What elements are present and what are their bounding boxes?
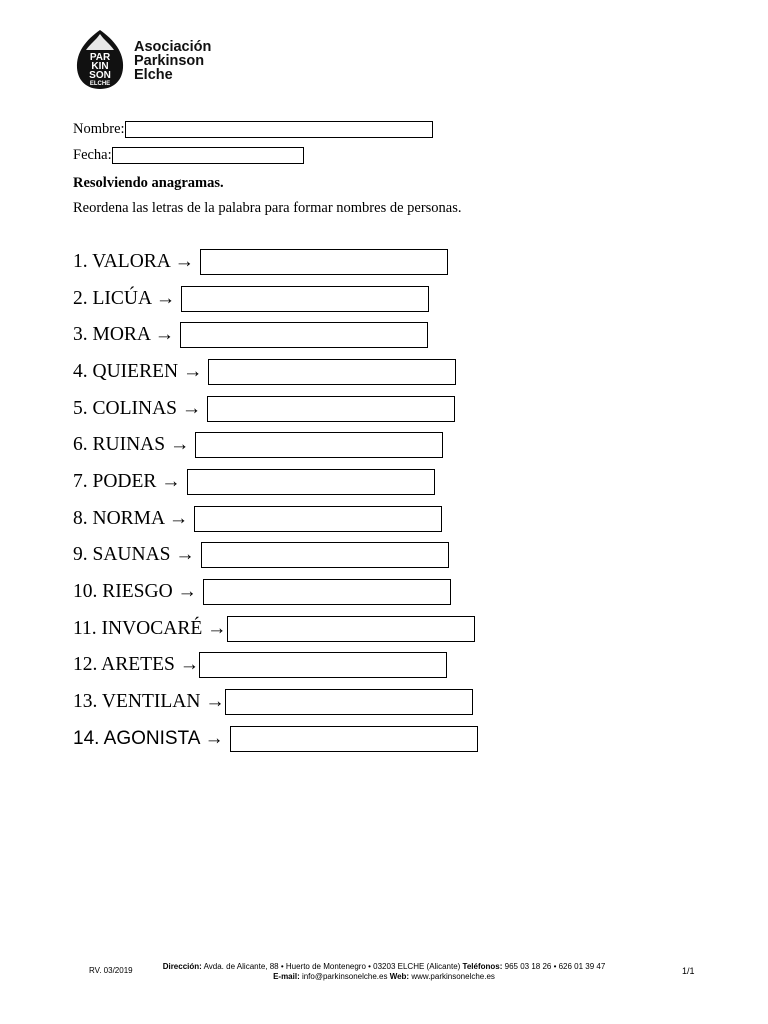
logo-text-2: KIN bbox=[91, 61, 109, 72]
anagram-item bbox=[73, 726, 478, 752]
answer-box[interactable] bbox=[208, 359, 456, 385]
anagram-item bbox=[73, 689, 473, 715]
anagram-item bbox=[73, 616, 475, 642]
anagram-item bbox=[73, 249, 448, 275]
phone-text: 965 03 18 26 • 626 01 39 47 bbox=[502, 962, 606, 971]
anagram-label: 5. COLINAS → bbox=[73, 398, 202, 419]
answer-box[interactable] bbox=[227, 616, 475, 642]
date-row bbox=[73, 147, 304, 164]
anagram-label: 1. VALORA → bbox=[73, 251, 195, 272]
phone-label: Teléfonos: bbox=[462, 962, 503, 971]
anagram-item bbox=[73, 286, 429, 312]
answer-box[interactable] bbox=[200, 249, 448, 275]
anagram-label: 11. INVOCARÉ → bbox=[73, 618, 227, 639]
exercise-instructions: Reordena las letras de la palabra para formar nombres de personas. bbox=[73, 200, 462, 216]
email-text: info@parkinsonelche.es bbox=[299, 972, 390, 981]
answer-box[interactable] bbox=[199, 652, 447, 678]
answer-box[interactable] bbox=[180, 322, 428, 348]
answer-box[interactable] bbox=[195, 432, 443, 458]
address-text: Avda. de Alicante, 88 • Huerto de Montenegro • 03203 ELCHE (Alicante) bbox=[201, 962, 463, 971]
anagram-label: 13. VENTILAN → bbox=[73, 691, 225, 712]
name-label: Nombre: bbox=[73, 121, 125, 137]
anagram-item bbox=[73, 542, 449, 568]
logo-text-4: ELCHE bbox=[89, 81, 111, 87]
date-label: Fecha: bbox=[73, 147, 112, 163]
anagram-item bbox=[73, 322, 428, 348]
anagram-item bbox=[73, 579, 451, 605]
page-number: 1/1 bbox=[682, 966, 695, 976]
exercise-title: Resolviendo anagramas. bbox=[73, 175, 224, 191]
name-row bbox=[73, 121, 433, 138]
anagram-item bbox=[73, 469, 435, 495]
logo-text-3: SON bbox=[89, 70, 111, 81]
web-label: Web: bbox=[389, 972, 410, 981]
answer-box[interactable] bbox=[201, 542, 449, 568]
anagram-label: 12. ARETES → bbox=[73, 654, 200, 675]
answer-box[interactable] bbox=[203, 579, 451, 605]
anagram-item bbox=[73, 359, 456, 385]
footer-contact bbox=[140, 962, 628, 982]
anagram-label: 6. RUINAS → bbox=[73, 434, 190, 455]
org-line-3: Elche bbox=[134, 67, 173, 83]
name-field[interactable] bbox=[125, 121, 433, 138]
anagram-label: 7. PODER → bbox=[73, 471, 181, 492]
anagram-label: 14. AGONISTA → bbox=[73, 728, 224, 749]
anagram-label: 2. LICÚA → bbox=[73, 288, 176, 309]
anagram-item bbox=[73, 396, 455, 422]
org-line-1: Asociación bbox=[134, 39, 212, 55]
anagram-item bbox=[73, 432, 443, 458]
date-field[interactable] bbox=[112, 147, 304, 164]
anagram-label: 3. MORA → bbox=[73, 324, 175, 345]
anagram-label: 8. NORMA → bbox=[73, 508, 189, 529]
anagram-label: 9. SAUNAS → bbox=[73, 544, 195, 565]
anagram-item bbox=[73, 652, 447, 678]
logo-text-1: PAR bbox=[89, 52, 111, 63]
parkinson-elche-logo bbox=[74, 28, 126, 90]
address-label: Dirección: bbox=[162, 962, 202, 971]
email-label: E-mail: bbox=[273, 972, 300, 981]
answer-box[interactable] bbox=[230, 726, 478, 752]
organization-name bbox=[134, 40, 211, 82]
anagram-label: 10. RIESGO → bbox=[73, 581, 198, 602]
answer-box[interactable] bbox=[225, 689, 473, 715]
anagram-item bbox=[73, 506, 442, 532]
org-line-2: Parkinson bbox=[134, 53, 205, 69]
web-text: www.parkinsonelche.es bbox=[409, 972, 495, 981]
revision-label: RV. 03/2019 bbox=[89, 966, 133, 975]
answer-box[interactable] bbox=[207, 396, 455, 422]
answer-box[interactable] bbox=[181, 286, 429, 312]
anagram-label: 4. QUIEREN → bbox=[73, 361, 203, 382]
answer-box[interactable] bbox=[194, 506, 442, 532]
answer-box[interactable] bbox=[187, 469, 435, 495]
